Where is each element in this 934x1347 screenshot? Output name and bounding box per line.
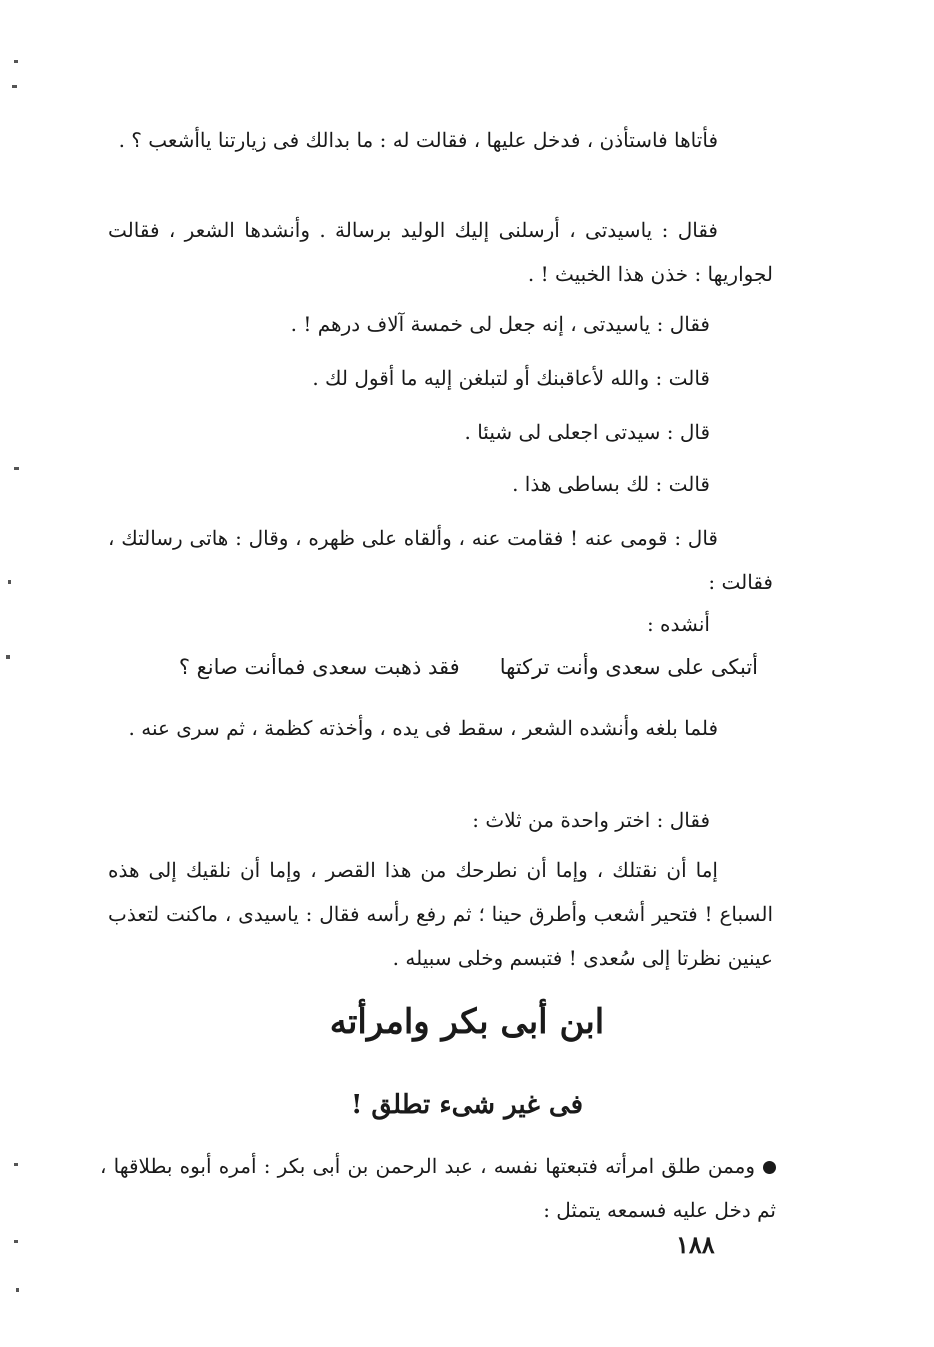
scan-speck [8,580,11,584]
paragraph-5: قال : سيدتى اجعلى لى شيئا . [464,420,710,444]
section-subtitle: فى غير شىء تطلق ! [350,1090,584,1120]
poem-verse [179,655,758,679]
paragraph-2: فقال : ياسيدتى ، أرسلنى إليك الوليد برسالة . وأنشدها الشعر ، فقالت لجواريها : خذن هذا الخبيث ! . [108,218,773,286]
scan-speck [14,1163,18,1166]
bullet-paragraph [100,1144,776,1232]
scan-speck [6,655,10,659]
paragraph-6: قالت : لك بساطى هذا . [512,472,710,496]
paragraph-9: فلما بلغه وأنشده الشعر ، سقط فى يده ، وأخذته كظمة ، ثم سرى عنه . [128,716,718,740]
paragraph-3: فقال : ياسيدتى ، إنه جعل لى خمسة آلاف درهم ! . [290,312,710,336]
section-title: ابن أبى بكر وامرأته [329,1002,605,1042]
scan-speck [16,1288,19,1292]
scan-speck [12,85,17,88]
paragraph-11: إما أن نقتلك ، وإما أن نطرحك من هذا القصر ، وإما أن نلقيك إلى هذه السباع ! فتحير أشعب وأطرق حينا ؛ ثم رفع رأسه فقال : ياسيدى ، ماكنت لتعذب عينين نظرتا إلى سُعدى ! فتبسم وخلى سبيله . [108,858,773,970]
poem-second-hemistich: فقد ذهبت سعدى فماأنت صانع ؟ [178,655,460,679]
paragraph-4: قالت : والله لأعاقبنك أو لتبلغن إليه ما أقول لك . [312,366,710,390]
paragraph-10: فقال : اختر واحدة من ثلاث : [472,808,710,832]
bullet-icon [763,1161,776,1174]
poem-first-hemistich: أتبكى على سعدى وأنت تركتها [499,655,758,679]
paragraph-12: وممن طلق امرأته فتبعتها نفسه ، عبد الرحمن بن أبى بكر : أمره أبوه بطلاقها ، ثم دخل عليه فسمعه يتمثل : [100,1154,776,1222]
scan-speck [14,1240,18,1243]
scan-speck [14,467,19,470]
scan-speck [14,60,18,63]
paragraph-8: أنشده : [646,612,710,636]
paragraph-1: فأتاها فاستأذن ، فدخل عليها ، فقالت له : ما بدالك فى زيارتنا ياأشعب ؟ . [118,128,718,152]
page-number: ١٨٨ [676,1230,715,1259]
paragraph-7: قال : قومى عنه ! فقامت عنه ، وألقاه على ظهره ، وقال : هاتى رسالتك ، فقالت : [108,526,773,594]
